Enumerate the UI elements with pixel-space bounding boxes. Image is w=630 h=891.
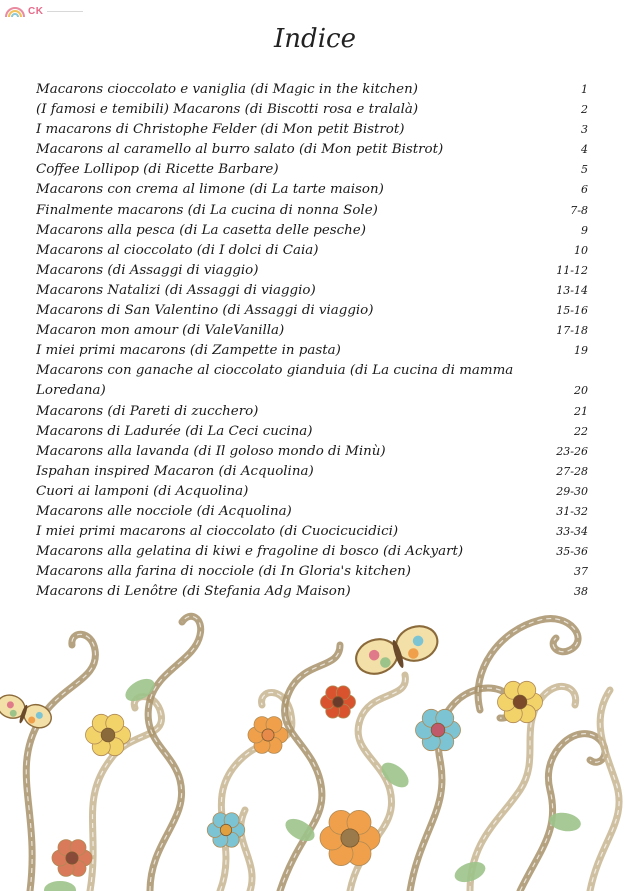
toc-entry-title: (I famosi e temibili) Macarons (di Biscotti rosa e tralalà) bbox=[36, 102, 419, 118]
toc-entry bbox=[36, 221, 588, 241]
vine-swirl bbox=[148, 616, 201, 891]
toc-entry-title: Macarons al caramello al burro salato (di Mon petit Bistrot) bbox=[36, 142, 444, 158]
toc-entry bbox=[36, 542, 588, 562]
toc-entry-page: 20 bbox=[574, 384, 588, 398]
toc-entry-title: Macarons alla farina di nocciole (di In Gloria's kitchen) bbox=[36, 564, 411, 580]
toc-entry-page: 11-12 bbox=[556, 263, 588, 277]
toc-entry-page: 31-32 bbox=[556, 504, 588, 518]
toc-entry-title: Macaron mon amour (di ValeVanilla) bbox=[36, 323, 285, 339]
flower-center bbox=[66, 852, 78, 864]
toc-entry bbox=[36, 140, 588, 160]
toc-entry-title: I miei primi macarons (di Zampette in pasta) bbox=[36, 343, 341, 359]
flower-center bbox=[513, 695, 527, 709]
floral-decoration bbox=[0, 590, 630, 891]
toc-entry-title: Macarons alla pesca (di La casetta delle pesche) bbox=[36, 222, 366, 238]
toc-entry-page: 1 bbox=[581, 83, 588, 96]
toc-entry-page: 2 bbox=[581, 103, 588, 117]
flower-center bbox=[262, 729, 274, 741]
toc-entry-title: I miei primi macarons al cioccolato (di Cuocicucidici) bbox=[36, 524, 399, 540]
toc-entry-page: 21 bbox=[574, 404, 588, 418]
toc-entry-title: Macarons alla gelatina di kiwi e fragoline di bosco (di Ackyart) bbox=[36, 544, 464, 560]
toc-entry bbox=[36, 522, 588, 542]
toc-entry-page: 9 bbox=[581, 223, 588, 237]
toc-entry bbox=[36, 321, 588, 341]
flower-center bbox=[341, 829, 359, 847]
butterfly-icon bbox=[0, 691, 55, 733]
vine-swirl bbox=[590, 690, 619, 891]
toc-entry bbox=[36, 120, 588, 140]
toc-entry-page: 10 bbox=[574, 243, 588, 257]
toc-entry bbox=[36, 241, 588, 261]
toc-entry-title: Macarons di Lenôtre (di Stefania Adg Maison) bbox=[36, 584, 351, 600]
rainbow-icon bbox=[4, 4, 26, 18]
toc-entry-title: Macarons di San Valentino (di Assaggi di viaggio) bbox=[36, 303, 374, 319]
toc-entry bbox=[36, 562, 588, 582]
flower-center bbox=[101, 728, 115, 742]
vine-swirl bbox=[241, 810, 252, 891]
toc-entry-page: 37 bbox=[574, 565, 588, 579]
page-title: Indice bbox=[274, 24, 356, 54]
toc-entry bbox=[36, 442, 588, 462]
toc-entry-page: 17-18 bbox=[556, 324, 588, 338]
toc-entry-page: 3 bbox=[581, 123, 588, 137]
toc-entry-page: 35-36 bbox=[556, 545, 588, 559]
toc-entry bbox=[36, 361, 588, 401]
toc-entry-page: 15-16 bbox=[556, 304, 588, 318]
flower-center bbox=[431, 723, 445, 737]
toc-entry-page: 23-26 bbox=[556, 444, 588, 458]
toc-entry-page: 27-28 bbox=[556, 464, 588, 478]
toc-entry-title: Ispahan inspired Macaron (di Acquolina) bbox=[36, 463, 314, 479]
toc-entry bbox=[36, 160, 588, 180]
table-of-contents bbox=[36, 80, 588, 602]
toc-entry-page: 13-14 bbox=[556, 283, 588, 297]
toc-entry-title: Macarons Natalizi (di Assaggi di viaggio) bbox=[36, 282, 316, 298]
toc-entry-title: Macarons con ganache al cioccolato gianduia (di La cucina di mamma Loredana) bbox=[36, 363, 514, 399]
toc-entry-page: 4 bbox=[581, 143, 588, 157]
flower-center bbox=[333, 697, 344, 708]
toc-entry-title: Macarons con crema al limone (di La tarte maison) bbox=[36, 182, 384, 198]
toc-entry-title: Macarons (di Pareti di zucchero) bbox=[36, 403, 259, 419]
toc-entry bbox=[36, 341, 588, 361]
toc-entry bbox=[36, 402, 588, 422]
toc-entry bbox=[36, 462, 588, 482]
toc-entry-page: 7-8 bbox=[570, 203, 588, 217]
toc-entry-title: Macarons di Ladurée (di La Ceci cucina) bbox=[36, 423, 313, 439]
toc-entry bbox=[36, 80, 588, 100]
toc-entry-title: Macarons alla lavanda (di Il goloso mondo di Minù) bbox=[36, 443, 386, 459]
toc-entry-title: Macarons al cioccolato (di I dolci di Caia) bbox=[36, 242, 319, 258]
toc-entry-page: 22 bbox=[574, 424, 588, 438]
toc-entry-page: 6 bbox=[581, 183, 588, 197]
toc-entry-title: Coffee Lollipop (di Ricette Barbare) bbox=[36, 162, 279, 178]
toc-entry bbox=[36, 201, 588, 221]
toc-entry-page: 33-34 bbox=[556, 525, 588, 539]
toc-entry-title: Macarons (di Assaggi di viaggio) bbox=[36, 262, 259, 278]
flower-center bbox=[220, 824, 231, 835]
toc-entry bbox=[36, 422, 588, 442]
leaf bbox=[44, 881, 76, 891]
toc-entry bbox=[36, 502, 588, 522]
brand-divider bbox=[47, 11, 83, 12]
toc-entry-page: 19 bbox=[574, 344, 588, 358]
toc-entry bbox=[36, 180, 588, 200]
toc-entry-title: I macarons di Christophe Felder (di Mon petit Bistrot) bbox=[36, 122, 405, 138]
brand-name: CK bbox=[28, 5, 44, 17]
toc-entry-title: Macarons cioccolato e vaniglia (di Magic in the kitchen) bbox=[36, 82, 418, 97]
toc-entry-title: Macarons alle nocciole (di Acquolina) bbox=[36, 503, 292, 519]
butterfly-icon bbox=[352, 621, 443, 681]
toc-entry-title: Cuori ai lamponi (di Acquolina) bbox=[36, 483, 249, 499]
toc-entry bbox=[36, 261, 588, 281]
toc-entry-title: Finalmente macarons (di La cucina di nonna Sole) bbox=[36, 202, 378, 218]
toc-entry bbox=[36, 281, 588, 301]
toc-entry-page: 29-30 bbox=[556, 484, 588, 498]
toc-entry-page: 5 bbox=[581, 163, 588, 177]
toc-entry bbox=[36, 301, 588, 321]
toc-entry-page: 38 bbox=[574, 585, 588, 599]
brand-logo bbox=[4, 4, 83, 18]
toc-entry bbox=[36, 482, 588, 502]
toc-entry bbox=[36, 100, 588, 120]
